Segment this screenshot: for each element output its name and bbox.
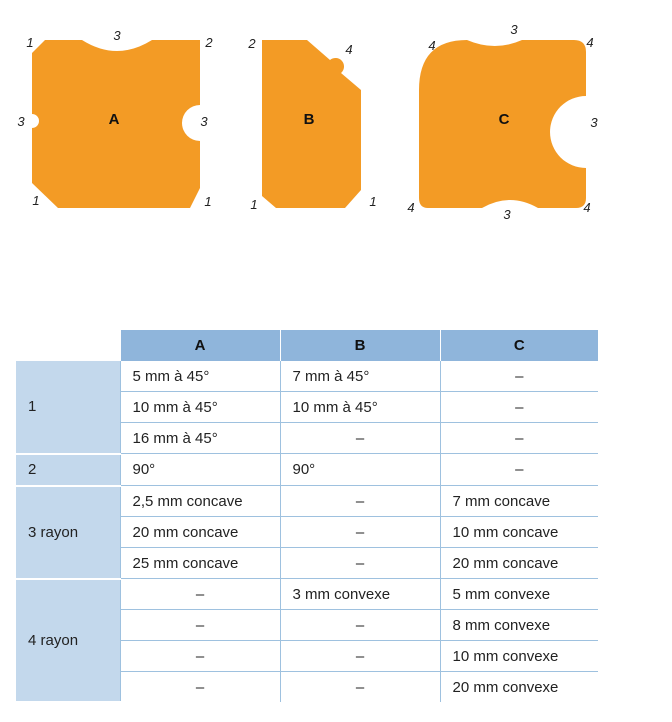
table-cell: – [280,641,440,672]
table-cell: 20 mm convexe [440,672,598,703]
row-group-label: 4 rayon [16,579,120,703]
table-cell: 16 mm à 45° [120,423,280,454]
table-cell: – [440,454,598,486]
table-cell: 10 mm à 45° [280,392,440,423]
edge-mark-a-right: 3 [200,114,208,129]
shape-letter-a: A [108,111,120,128]
table-cell: – [280,548,440,579]
table-cell: 90° [280,454,440,486]
column-header-a: A [120,330,280,361]
edge-mark-a-top-right: 2 [205,35,213,50]
table-corner-cell [16,330,120,361]
edge-mark-b-top-right: 4 [345,42,353,57]
table-cell: – [120,672,280,703]
table-cell: – [120,610,280,641]
edge-mark-a-left: 3 [17,114,25,129]
edge-mark-a-top: 3 [113,28,121,43]
table-cell: 8 mm convexe [440,610,598,641]
table-cell: – [280,610,440,641]
table-cell: 25 mm concave [120,548,280,579]
edge-mark-a-top-left: 1 [26,35,34,50]
table-row [16,361,598,392]
edge-mark-b-top-left: 2 [248,36,256,51]
edge-mark-c-right: 3 [590,115,598,130]
edge-mark-b-bottom-left: 1 [250,197,258,212]
table-cell: – [120,579,280,610]
table-cell: 10 mm convexe [440,641,598,672]
edge-mark-c-bottom-right: 4 [583,200,591,215]
edge-mark-c-top: 3 [510,22,518,37]
table-cell: 20 mm concave [440,548,598,579]
table-cell: 20 mm concave [120,517,280,548]
table-body [16,361,598,702]
table-cell: – [280,672,440,703]
table-header-row [16,330,598,361]
table-cell: 10 mm concave [440,517,598,548]
edge-profile-diagram [0,0,672,240]
table-cell: 2,5 mm concave [120,486,280,517]
table-row [16,486,598,517]
edge-mark-c-bottom: 3 [503,207,511,222]
edge-mark-a-bottom-right: 1 [204,194,212,209]
table-cell: 5 mm à 45° [120,361,280,392]
edge-mark-c-top-left: 4 [428,38,436,53]
table-row [16,454,598,486]
table-cell: – [280,486,440,517]
row-group-label: 2 [16,454,120,486]
table-cell: – [440,361,598,392]
table-cell: – [280,517,440,548]
table-cell: 10 mm à 45° [120,392,280,423]
table-cell: 7 mm à 45° [280,361,440,392]
table-row [16,579,598,610]
edge-mark-c-top-right: 4 [586,35,594,50]
table-cell: 90° [120,454,280,486]
column-header-b: B [280,330,440,361]
shape-letter-b: B [303,111,315,128]
edge-mark-a-bottom-left: 1 [32,193,40,208]
column-header-c: C [440,330,598,361]
edge-mark-c-bottom-left: 4 [407,200,415,215]
table-cell: – [280,423,440,454]
table-cell: 7 mm concave [440,486,598,517]
table-cell: 3 mm convexe [280,579,440,610]
table-cell: – [440,423,598,454]
edge-spec-table [16,330,598,703]
table-cell: 5 mm convexe [440,579,598,610]
table-cell: – [440,392,598,423]
shape-letter-c: C [498,111,510,128]
edge-mark-b-bottom-right: 1 [369,194,377,209]
row-group-label: 1 [16,361,120,454]
row-group-label: 3 rayon [16,486,120,579]
table-cell: – [120,641,280,672]
